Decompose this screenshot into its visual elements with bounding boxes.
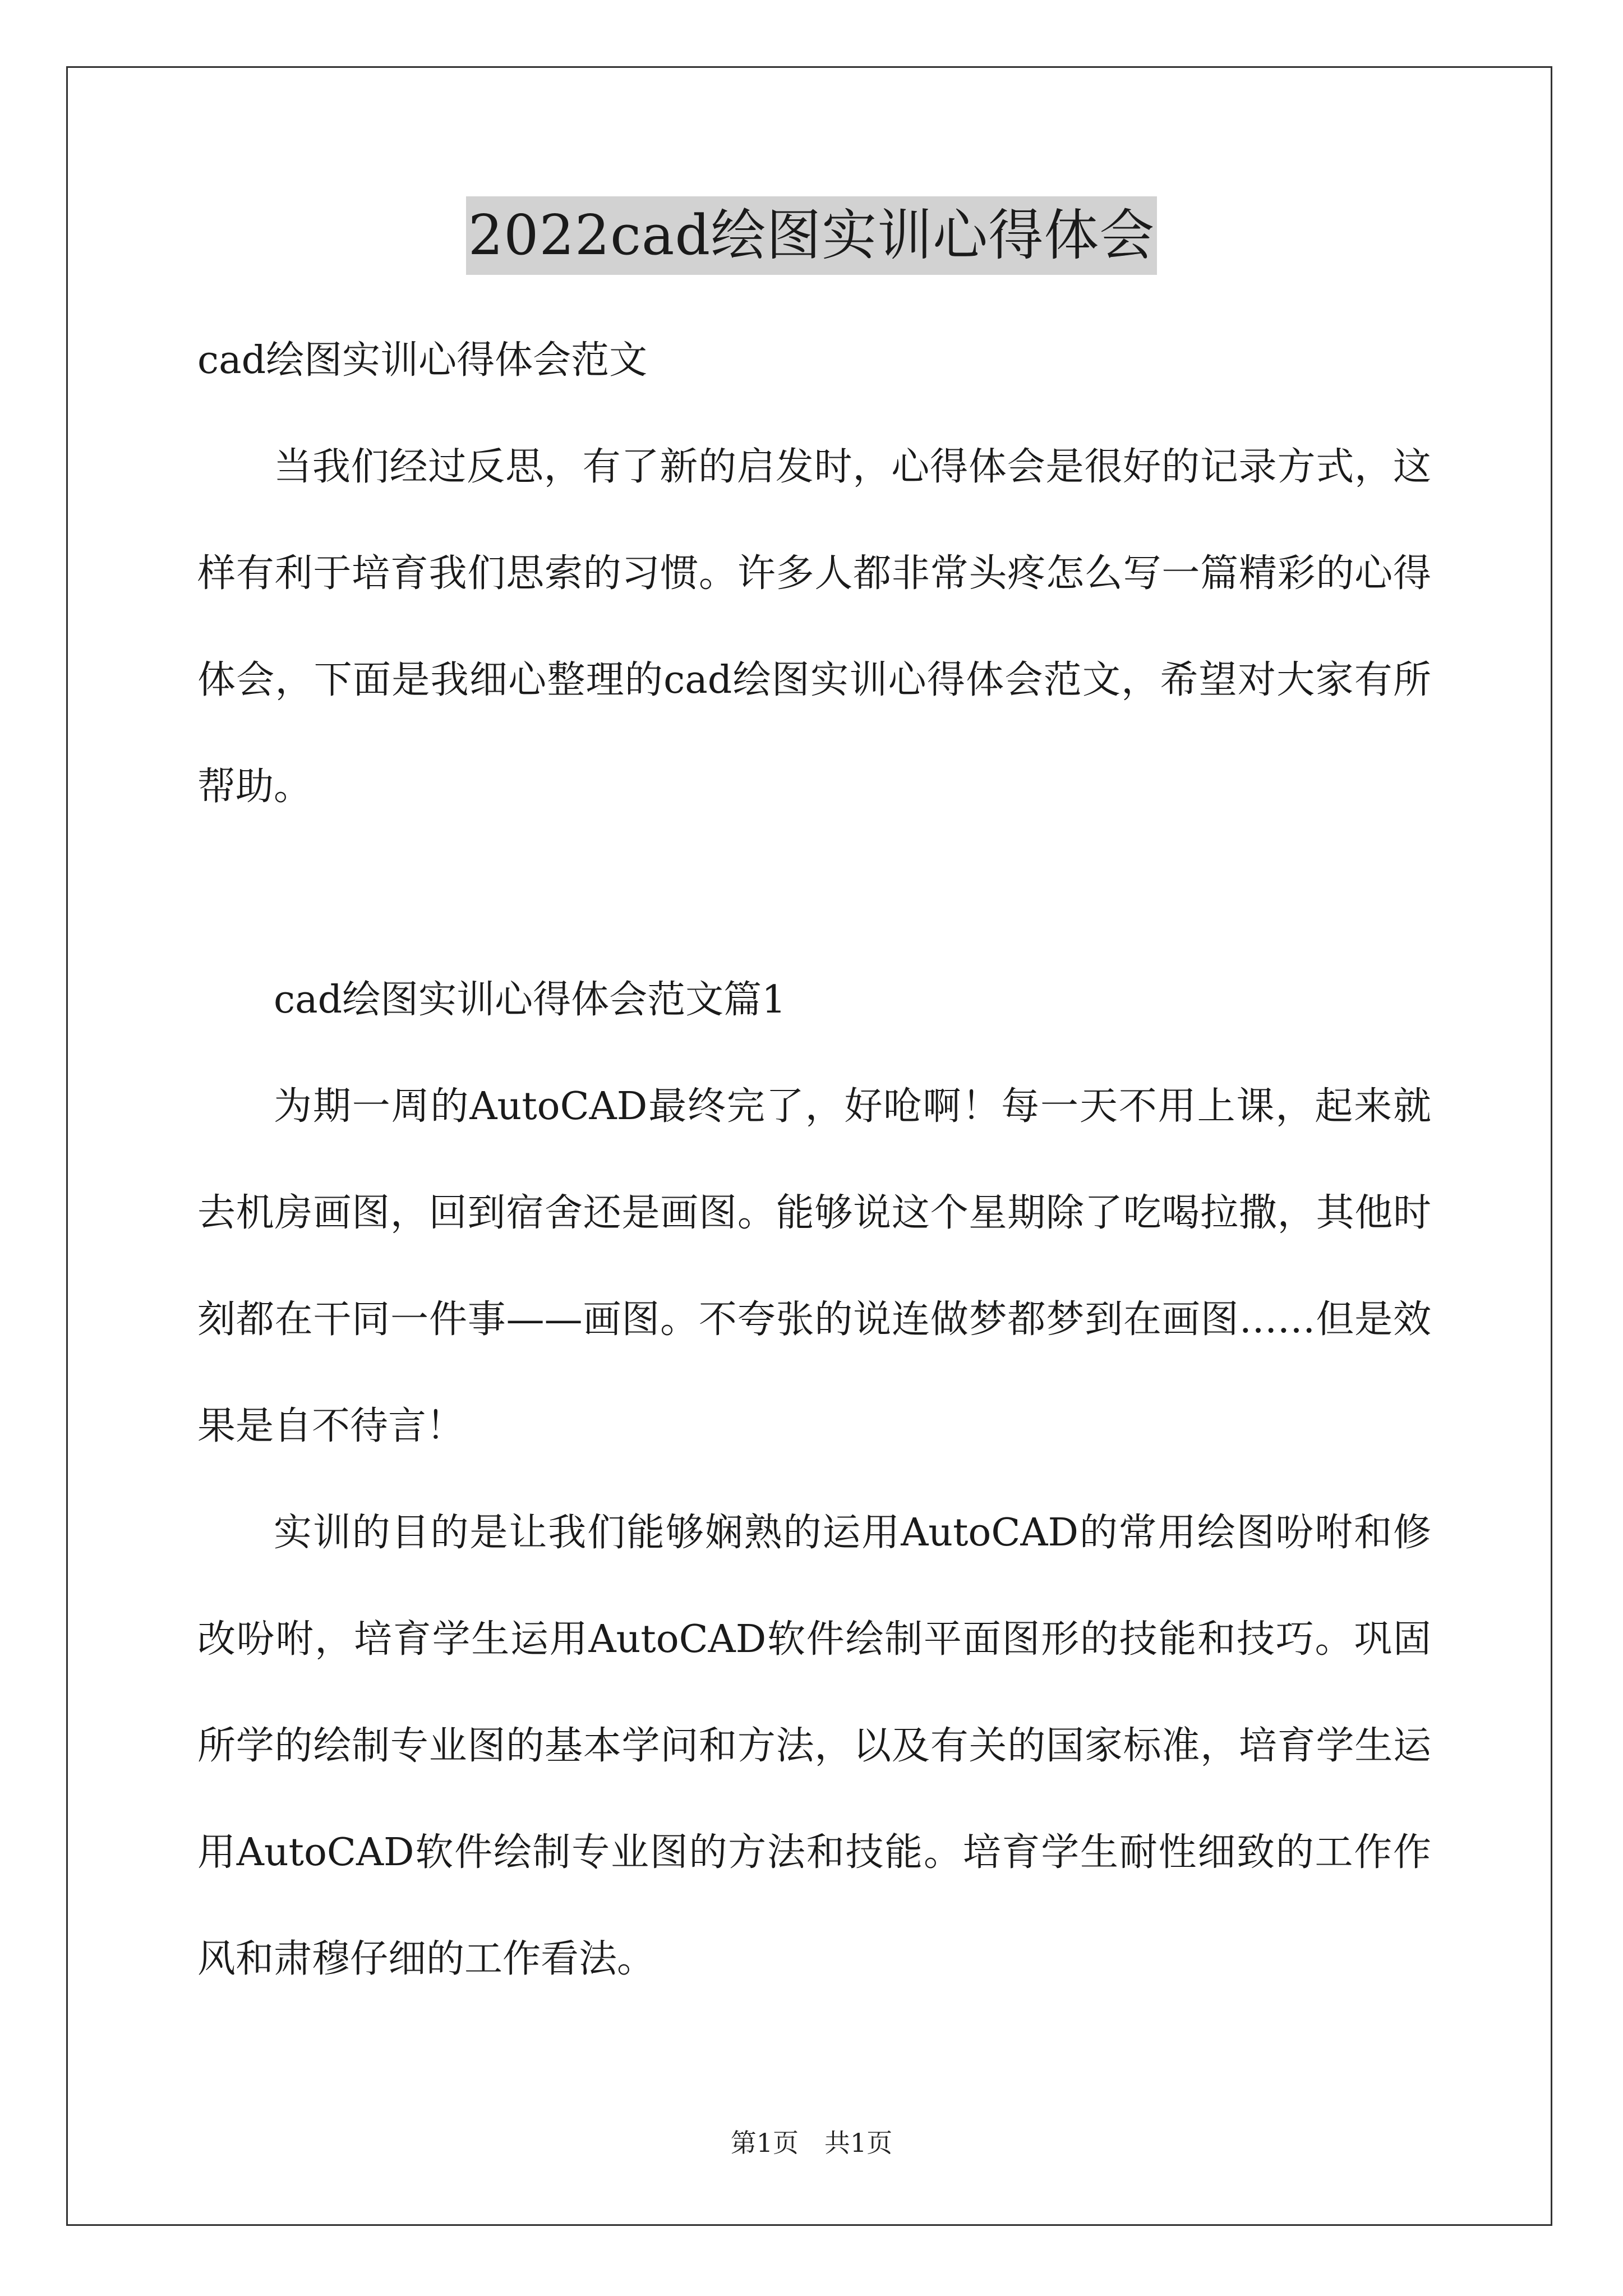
title-container <box>0 196 1623 275</box>
section-heading: cad绘图实训心得体会范文篇1 <box>274 978 786 1022</box>
document-subtitle: cad绘图实训心得体会范文 <box>197 338 648 383</box>
document-title: 2022cad绘图实训心得体会 <box>466 196 1157 275</box>
page-footer: 第1页 共1页 <box>730 2128 893 2158</box>
intro-paragraph: 当我们经过反思，有了新的启发时，心得体会是很好的记录方式，这样有利于培育我们思索的习惯。许多人都非常头疼怎么写一篇精彩的心得体会，下面是我细心整理的cad绘图实训心得体会范文，希望对大家有所帮助。 <box>197 445 1431 809</box>
body-paragraph-2: 实训的目的是让我们能够娴熟的运用AutoCAD的常用绘图吩咐和修改吩咐，培育学生运用AutoCAD软件绘制平面图形的技能和技巧。巩固所学的绘制专业图的基本学问和方法，以及有关的国家标准，培育学生运用AutoCAD软件绘制专业图的方法和技能。培育学生耐性细致的工作作风和肃穆仔细的工作看法。 <box>197 1511 1431 1981</box>
body-paragraph-1: 为期一周的AutoCAD最终完了，好呛啊！每一天不用上课，起来就去机房画图，回到宿舍还是画图。能够说这个星期除了吃喝拉撒，其他时刻都在干同一件事——画图。不夸张的说连做梦都梦到在画图……但是效果是自不待言！ <box>197 1084 1431 1448</box>
document-body <box>197 307 1431 2013</box>
paragraph-spacer <box>197 840 1431 947</box>
